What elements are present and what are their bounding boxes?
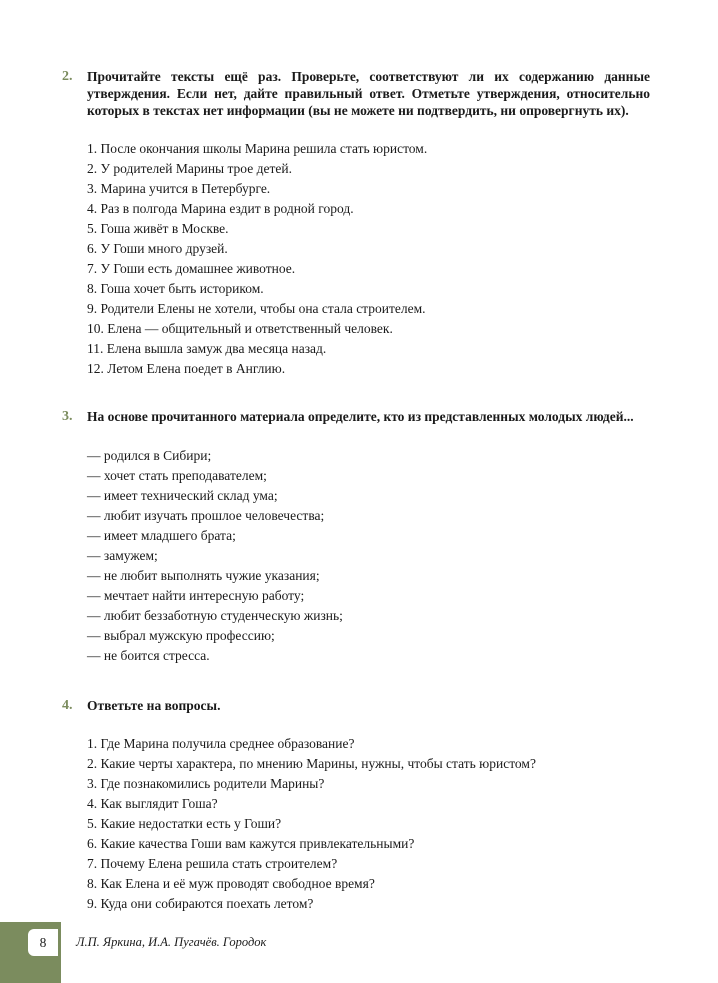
list-item: — имеет младшего брата; [87, 528, 236, 543]
list-item: — хочет стать преподавателем; [87, 468, 267, 483]
exercise-instruction: Ответьте на вопросы. [87, 698, 221, 713]
list-item: 5. Какие недостатки есть у Гоши? [87, 816, 282, 831]
list-item: — выбрал мужскую профессию; [87, 628, 275, 643]
exercise-heading [62, 408, 650, 425]
list-item: — родился в Сибири; [87, 448, 212, 463]
list-item: 3. Где познакомились родители Марины? [87, 776, 325, 791]
list-item: 7. Почему Елена решила стать строителем? [87, 856, 338, 871]
list-item: 4. Раз в полгода Марина ездит в родной город. [87, 201, 354, 216]
list-item: — не любит выполнять чужие указания; [87, 568, 320, 583]
list-item: 2. У родителей Марины трое детей. [87, 161, 292, 176]
list-item: 7. У Гоши есть домашнее животное. [87, 261, 296, 276]
list-item: 9. Куда они собираются поехать летом? [87, 896, 314, 911]
list-item: 6. Какие качества Гоши вам кажутся привлекательными? [87, 836, 415, 851]
list-item: 11. Елена вышла замуж два месяца назад. [87, 341, 327, 356]
list-item: 8. Как Елена и её муж проводят свободное время? [87, 876, 375, 891]
exercise-heading [62, 68, 650, 119]
list-item: 8. Гоша хочет быть историком. [87, 281, 264, 296]
list-item: 3. Марина учится в Петербурге. [87, 181, 271, 196]
list-item: 9. Родители Елены не хотели, чтобы она стала строителем. [87, 301, 426, 316]
list-item: — замужем; [87, 548, 158, 563]
list-item: 10. Елена — общительный и ответственный человек. [87, 321, 393, 336]
list-item: — не боится стресса. [87, 648, 210, 663]
list-item: — любит изучать прошлое человечества; [87, 508, 325, 523]
exercise-number: 3. [62, 409, 73, 424]
exercise-number: 2. [62, 69, 73, 84]
question-list [62, 734, 650, 914]
exercise-4 [62, 697, 650, 914]
exercise-3 [62, 408, 650, 666]
list-item: — мечтает найти интересную работу; [87, 588, 305, 603]
list-item: 5. Гоша живёт в Москве. [87, 221, 229, 236]
page-number: 8 [28, 929, 58, 956]
exercise-number: 4. [62, 698, 73, 713]
list-item: 6. У Гоши много друзей. [87, 241, 228, 256]
list-item: 4. Как выглядит Гоша? [87, 796, 218, 811]
list-item: 2. Какие черты характера, по мнению Марины, нужны, чтобы стать юристом? [87, 756, 536, 771]
list-item: 1. Где Марина получила среднее образование? [87, 736, 355, 751]
exercise-instruction: Прочитайте тексты ещё раз. Проверьте, соответствуют ли их содержанию данные утверждения. Если нет, дайте правильный ответ. Отметьте утверждения, относительно которых в текстах нет информации (вы не можете ни подтвердить, ни опровергнуть их). [87, 69, 650, 118]
list-item: — любит беззаботную студенческую жизнь; [87, 608, 343, 623]
trait-list [62, 446, 650, 666]
exercise-2 [62, 68, 650, 379]
statement-list [62, 139, 650, 379]
exercise-heading [62, 697, 650, 714]
exercise-instruction: На основе прочитанного материала определите, кто из представленных молодых людей... [87, 409, 634, 424]
list-item: 12. Летом Елена поедет в Англию. [87, 361, 286, 376]
list-item: — имеет технический склад ума; [87, 488, 278, 503]
list-item: 1. После окончания школы Марина решила стать юристом. [87, 141, 428, 156]
running-footer: Л.П. Яркина, И.А. Пугачёв. Городок [76, 935, 267, 949]
